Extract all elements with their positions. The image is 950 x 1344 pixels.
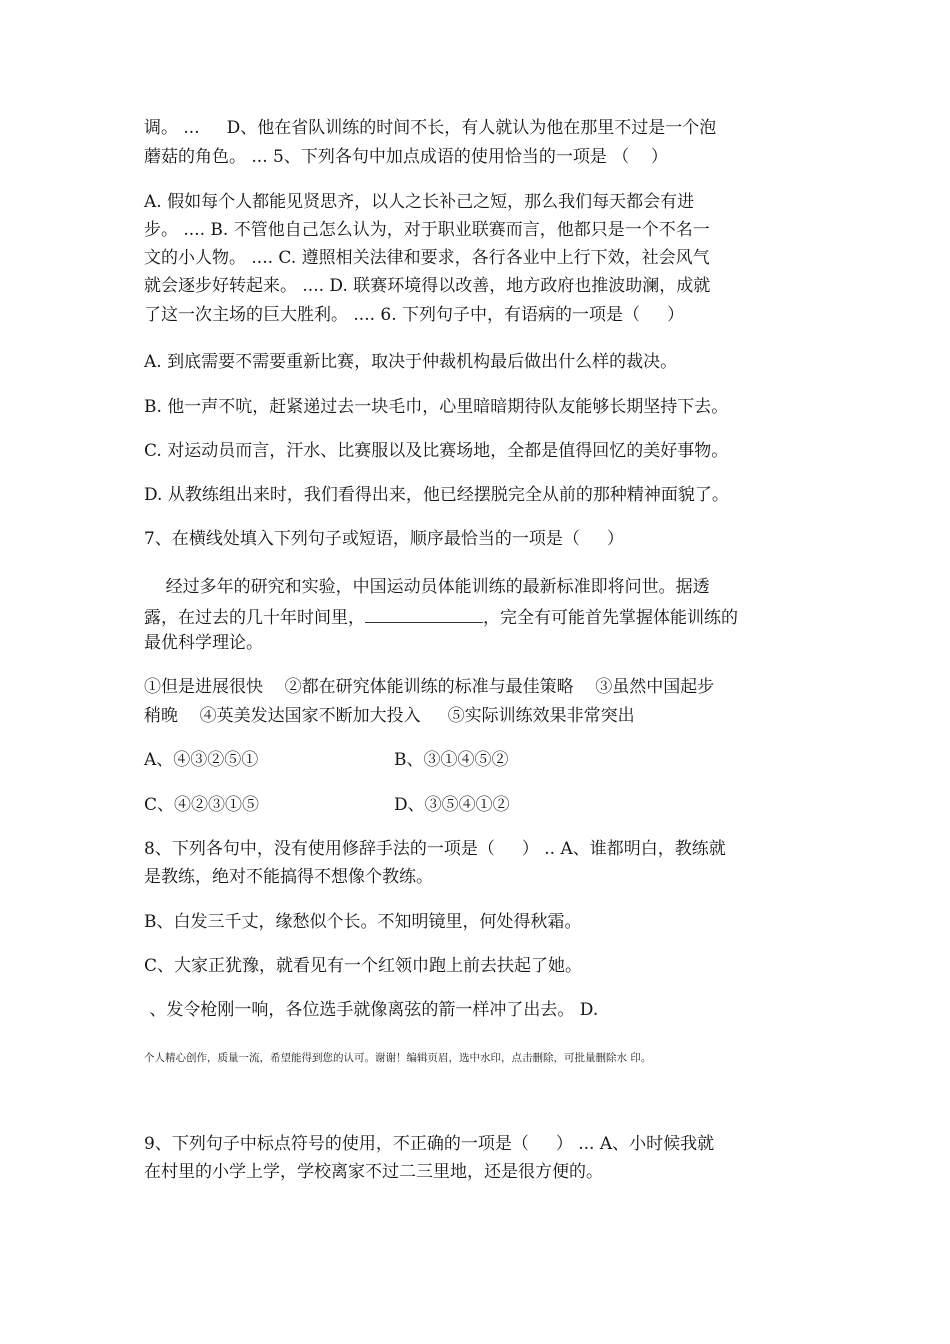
option-5a: A. 假如每个人都能见贤思齐，以人之长补己之短，那么我们每天都会有进: [144, 192, 695, 212]
option-6b: B. 他一声不吭，赶紧递过去一块毛巾，心里暗暗期待队友能够长期坚持下去。: [144, 397, 729, 417]
option-8c: C、大家正犹豫，就看见有一个红领巾跑上前去扶起了她。: [144, 956, 583, 976]
watermark-note: 个人精心创作，质量一流，希望能得到您的认可。谢谢！编辑页眉，选中水印，点击删除，可批量删除水 印。: [144, 1052, 652, 1064]
option-6a: A. 到底需要不需要重新比赛，取决于仲裁机构最后做出什么样的裁决。: [144, 352, 678, 372]
question-9-line: 9、下列句子中标点符号的使用，不正确的一项是（ ） ... A、小时候我就: [144, 1134, 715, 1154]
option-6c: C. 对运动员而言，汗水、比赛服以及比赛场地，全都是值得回忆的美好事物。: [144, 441, 729, 461]
option-7b: B、③①④⑤②: [394, 750, 509, 770]
question-8-line: 8、下列各句中，没有使用修辞手法的一项是（ ） .. A、谁都明白，教练就: [144, 839, 726, 859]
option-7c: C、④②③①⑤: [144, 795, 260, 815]
passage-text-before: 露，在过去的几十年时间里，: [144, 608, 365, 628]
passage-line-blank: [144, 604, 738, 629]
sentence-choices-line: 稍晚 ④英美发达国家不断加大投入 ⑤实际训练效果非常突出: [144, 706, 635, 726]
fill-in-blank: [365, 604, 483, 623]
passage-line: 最优科学理论。: [144, 633, 263, 653]
question-7: 7、在横线处填入下列句子或短语，顺序最恰当的一项是（ ）: [144, 529, 624, 549]
question-5-line: 蘑菇的角色。 ... 5、下列各句中加点成语的使用恰当的一项是 （ ）: [144, 147, 668, 167]
passage-line: 经过多年的研究和实验，中国运动员体能训练的最新标准即将问世。据透: [144, 577, 710, 597]
option-6d: D. 从教练组出来时，我们看得出来，他已经摆脱完全从前的那种精神面貌了。: [144, 485, 729, 505]
sentence-choices-line: ①但是进展很快 ②都在研究体能训练的标准与最佳策略 ③虽然中国起步: [144, 677, 715, 697]
option-5b-line: 步。 .... B. 不管他自己怎么认为，对于职业联赛而言，他都只是一个不名一: [144, 220, 710, 240]
option-7a: A、④③②⑤①: [144, 750, 259, 770]
option-7d: D、③⑤④①②: [394, 795, 510, 815]
option-9a-line: 在村里的小学上学，学校离家不过二三里地，还是很方便的。: [144, 1162, 603, 1182]
option-5c-line: 文的小人物。 .... C. 遵照相关法律和要求，各行各业中上行下效，社会风气: [144, 248, 710, 268]
question-6-line: 了这一次主场的巨大胜利。 .... 6. 下列句子中，有语病的一项是（ ）: [144, 305, 685, 325]
option-8a-line: 是教练，绝对不能搞得不想像个教练。: [144, 867, 433, 887]
option-8b: B、白发三千丈，缘愁似个长。不知明镜里，何处得秋霜。: [144, 912, 582, 932]
text-line: 调。 ... D、他在省队训练的时间不长，有人就认为他在那里不过是一个泡: [144, 118, 717, 138]
option-8d: 、发令枪刚一响，各位选手就像离弦的箭一样冲了出去。 D.: [144, 1000, 599, 1020]
passage-text-after: ，完全有可能首先掌握体能训练的: [483, 608, 738, 628]
option-5d-line: 就会逐步好转起来。 .... D. 联赛环境得以改善，地方政府也推波助澜，成就: [144, 276, 711, 296]
